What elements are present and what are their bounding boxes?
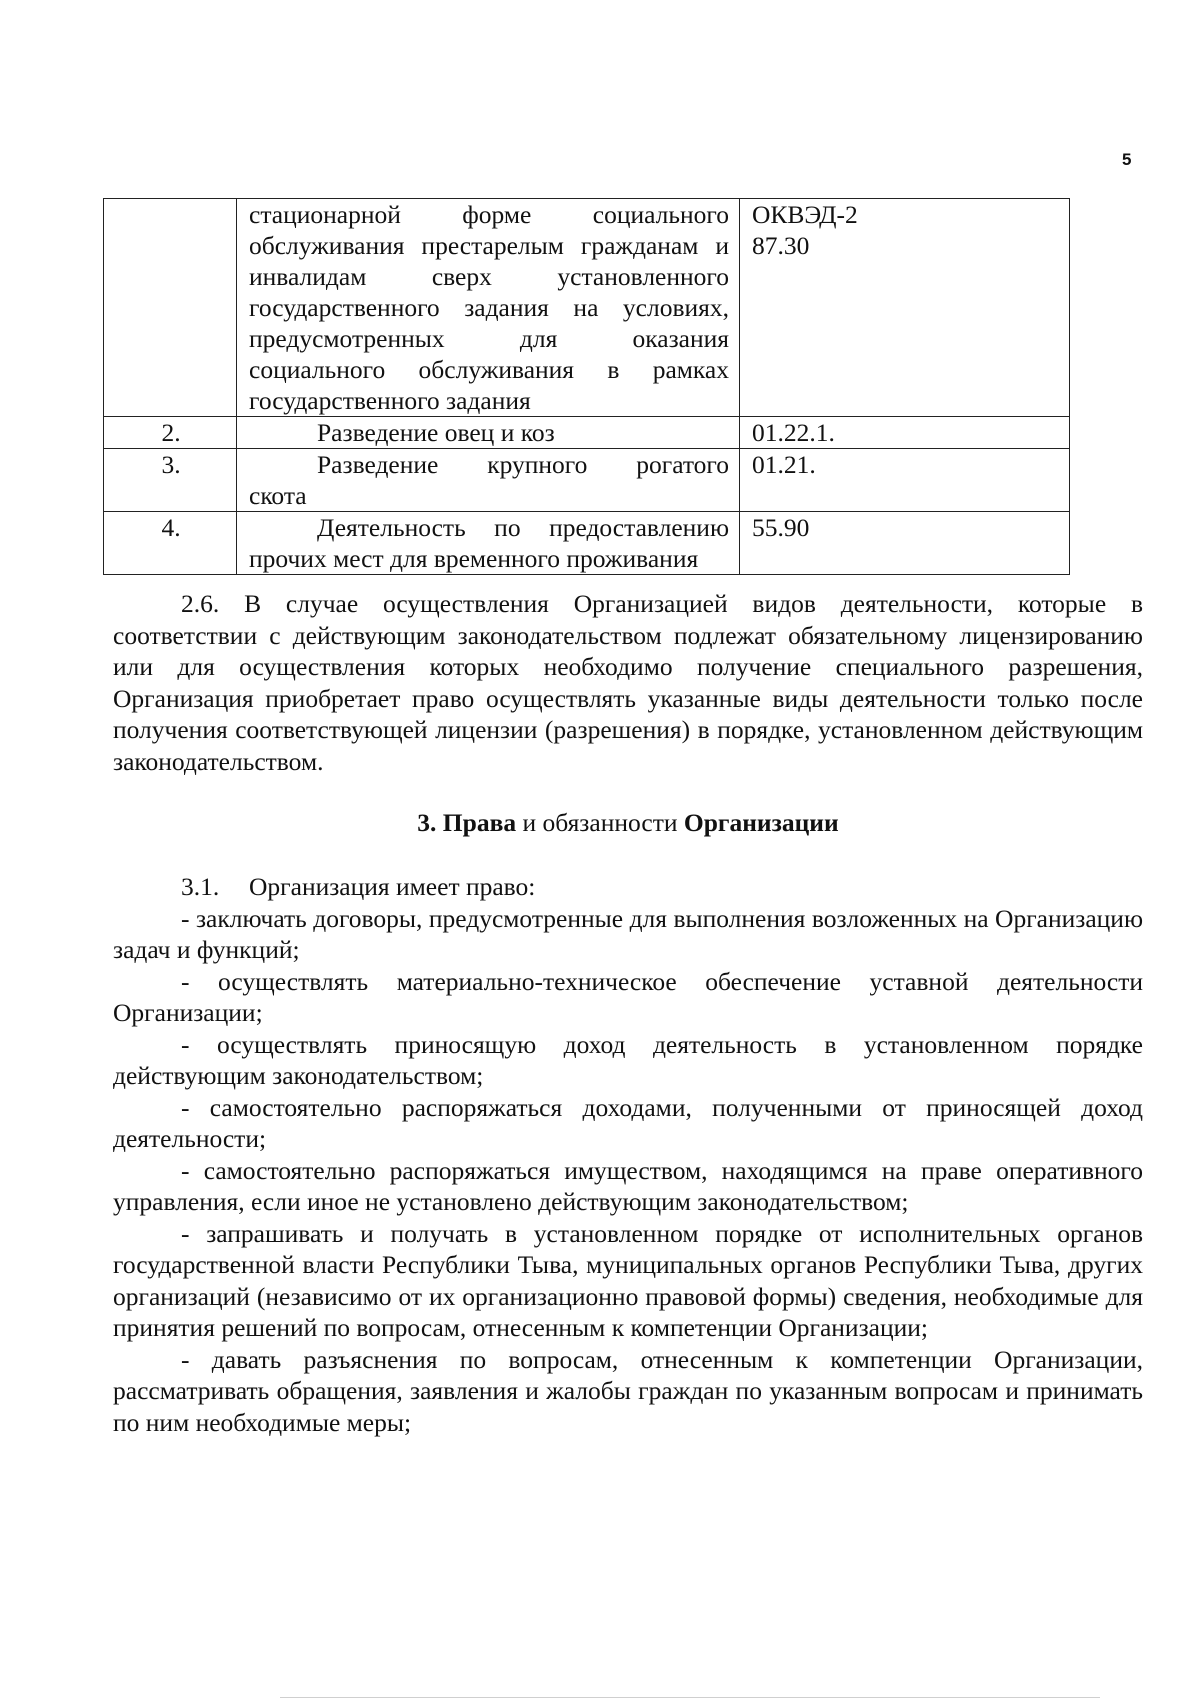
right-item: - осуществлять материально-техническое обеспечение уставной деятельности Организации; [113, 966, 1143, 1027]
right-item: - самостоятельно распоряжаться имуществом, находящимся на праве оперативного управления, если иное не установлено действующим законодательством; [113, 1155, 1143, 1216]
activity-name-line: Деятельность по предоставлению [317, 513, 729, 542]
activity-name [237, 199, 740, 417]
section-3-heading-start: 3. Права [417, 808, 517, 837]
row-number: 4. [104, 512, 237, 575]
scan-edge-line [280, 1697, 1100, 1698]
okved-code [740, 512, 1070, 575]
activities-table [103, 198, 1070, 575]
activity-name-line: Разведение овец и коз [317, 418, 555, 447]
row-number: 2. [104, 417, 237, 449]
activity-name [237, 449, 740, 512]
right-item: - самостоятельно распоряжаться доходами, полученными от приносящей доход деятельности; [113, 1092, 1143, 1153]
right-item: - заключать договоры, предусмотренные для выполнения возложенных на Организацию задач и функций; [113, 903, 1143, 964]
section-3-heading [113, 807, 1143, 838]
paragraph-2-6: 2.6. В случае осуществления Организацией видов деятельности, которые в соответствии с действующим законодательством подлежат обязательному лицензированию или для осуществления которых необходимо получение специального разрешения, Организация приобретает право осуществлять указанные виды деятельности только после получения соответствующей лицензии (разрешения) в порядке, установленном действующим законодательством. [113, 589, 1143, 776]
table-row [104, 417, 1070, 449]
okved-code-line: 01.21. [752, 450, 816, 479]
row-number: 3. [104, 449, 237, 512]
activity-name-line: прочих мест для временного проживания [249, 544, 699, 573]
activity-name-line: предусмотренных для оказания [249, 324, 729, 353]
activity-name-line: инвалидам сверх установленного [249, 262, 729, 291]
right-item: - осуществлять приносящую доход деятельность в установленном порядке действующим законодательством; [113, 1029, 1143, 1090]
okved-code [740, 449, 1070, 512]
activity-name-line: стационарной форме социального [249, 200, 729, 229]
right-item: - давать разъяснения по вопросам, отнесенным к компетенции Организации, рассматривать обращения, заявления и жалобы граждан по указанным вопросам и принимать по ним необходимые меры; [113, 1344, 1143, 1437]
right-item: - запрашивать и получать в установленном порядке от исполнительных органов государственной власти Республики Тыва, муниципальных органов Республики Тыва, других организаций (независимо от их организационно правовой формы) сведения, необходимые для принятия решений по вопросам, отнесенным к компетенции Организации; [113, 1218, 1143, 1342]
clause-3-1-text: Организация имеет право: [249, 872, 536, 901]
activity-name-line: государственного задания на условиях, [249, 293, 729, 322]
table-row [104, 199, 1070, 417]
clause-3-1-number: 3.1. [181, 872, 220, 901]
activity-name-line: государственного задания [249, 386, 531, 415]
row-number [104, 199, 237, 417]
page-number: 5 [1122, 150, 1132, 169]
table-row [104, 449, 1070, 512]
table-row [104, 512, 1070, 575]
activity-name-line: Разведение крупного рогатого [317, 450, 729, 479]
okved-code-line: 55.90 [752, 513, 810, 542]
section-3-heading-middle: и обязанности [516, 808, 684, 837]
section-3-body [113, 871, 1143, 1438]
paragraph-2-6-block [113, 588, 1143, 777]
okved-code-line: 01.22.1. [752, 418, 835, 447]
okved-code [740, 199, 1070, 417]
section-3-heading-end: Организации [683, 808, 839, 837]
activity-name [237, 417, 740, 449]
activity-name-line: социального обслуживания в рамках [249, 355, 729, 384]
clause-3-1-title [113, 871, 1143, 903]
okved-code-line: 87.30 [752, 231, 810, 260]
activity-name-line: скота [249, 481, 307, 510]
activity-name [237, 512, 740, 575]
okved-code-line: ОКВЭД-2 [752, 200, 858, 229]
activity-name-line: обслуживания престарелым гражданам и [249, 231, 729, 260]
okved-code [740, 417, 1070, 449]
